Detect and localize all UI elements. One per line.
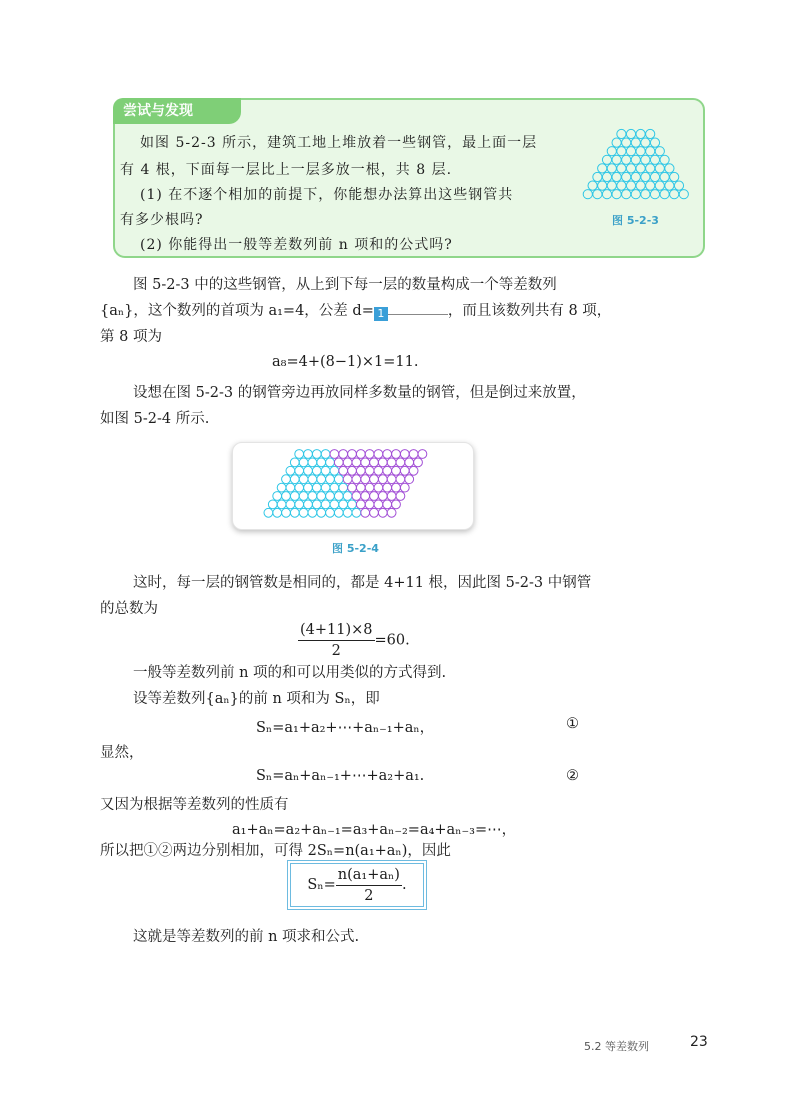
pipe-circle-inverted (352, 458, 361, 467)
pipe-circle (295, 500, 304, 509)
pipe-circle (583, 190, 592, 199)
pipe-circle-inverted (374, 500, 383, 509)
pipe-circle (273, 508, 282, 517)
pipe-circle-inverted (409, 450, 418, 459)
formula-2-tag: ② (566, 768, 579, 784)
pipe-circle (330, 483, 339, 492)
pipe-circle (631, 138, 640, 147)
footer-section: 5.2 等差数列 (584, 1040, 649, 1053)
pipe-circle (631, 155, 640, 164)
formula-total-numerator: (4+11)×8 (298, 620, 375, 641)
pipe-circle-inverted (378, 475, 387, 484)
sum-formula-fraction (336, 865, 402, 906)
pipe-circle (312, 500, 321, 509)
pipe-circle (334, 508, 343, 517)
pipe-circle (626, 129, 635, 138)
pipe-circle (602, 190, 611, 199)
pipe-circle (343, 508, 352, 517)
pipe-circle (598, 181, 607, 190)
pipe-circle (617, 181, 626, 190)
pipe-circle (299, 492, 308, 501)
try-question-2: (2) 你能得出一般等差数列前 n 项和的公式吗? (140, 237, 453, 253)
pipe-circle (273, 492, 282, 501)
answer-marker: 1 (374, 307, 388, 321)
pipe-circle (326, 492, 335, 501)
pipe-circle-inverted (378, 492, 387, 501)
pipe-circle (321, 483, 330, 492)
pipe-circle (286, 466, 295, 475)
sum-formula-end: . (401, 877, 407, 893)
try-discover-title: 尝试与发现 (113, 98, 241, 124)
pipe-circle (674, 181, 683, 190)
pipe-circle (607, 181, 616, 190)
pipe-circle (312, 450, 321, 459)
pipe-circle (646, 147, 655, 156)
pipe-circle (617, 147, 626, 156)
pipe-circle (593, 190, 602, 199)
pipe-circle (286, 483, 295, 492)
pipe-circle-inverted (414, 458, 423, 467)
pipe-circle-inverted (330, 450, 339, 459)
pipe-circle (636, 164, 645, 173)
pipe-circle (612, 138, 621, 147)
pipe-circle-inverted (387, 458, 396, 467)
figure-5-2-4-pipes (258, 448, 458, 522)
pipe-circle-inverted (365, 466, 374, 475)
pipe-circle (282, 475, 291, 484)
sum-formula-denominator: 2 (364, 887, 374, 904)
pipe-circle (626, 181, 635, 190)
pipe-circle (646, 129, 655, 138)
pipe-circle (650, 138, 659, 147)
para2-line2: 如图 5-2-4 所示. (100, 411, 210, 427)
pipe-circle (312, 466, 321, 475)
pipe-circle-inverted (405, 458, 414, 467)
pipe-circle (352, 508, 361, 517)
pipe-circle (277, 500, 286, 509)
pipe-circle (295, 450, 304, 459)
pipe-circle (304, 500, 313, 509)
pipe-circle-inverted (396, 475, 405, 484)
figure-5-2-3-pipes (578, 128, 694, 208)
pipe-circle (641, 138, 650, 147)
pipe-circle (295, 466, 304, 475)
pipe-circle (631, 190, 640, 199)
pipe-circle-inverted (383, 466, 392, 475)
para4-line2: 设等差数列{aₙ}的前 n 项和为 Sₙ，即 (133, 691, 380, 707)
pipe-circle (308, 492, 317, 501)
pipe-circle-inverted (356, 500, 365, 509)
pipe-circle (612, 155, 621, 164)
pipe-circle (299, 475, 308, 484)
pipe-circle-inverted (356, 483, 365, 492)
pipe-circle-inverted (361, 492, 370, 501)
pipe-circle (660, 172, 669, 181)
pipe-circle (646, 181, 655, 190)
pipe-circle (277, 483, 286, 492)
pipe-circle-inverted (396, 458, 405, 467)
pipe-circle-inverted (334, 458, 343, 467)
pipe-circle (660, 190, 669, 199)
pipe-circle-inverted (348, 450, 357, 459)
pipe-circle-inverted (378, 508, 387, 517)
pipe-circle (321, 466, 330, 475)
pipe-circle (655, 181, 664, 190)
pipe-circle (290, 458, 299, 467)
pipe-circle (636, 181, 645, 190)
formula-total (298, 620, 410, 661)
pipe-circle (607, 147, 616, 156)
pipe-circle (317, 458, 326, 467)
pipe-circle (334, 492, 343, 501)
pipe-circle-inverted (361, 508, 370, 517)
pipe-circle-inverted (383, 500, 392, 509)
pipe-circle-inverted (339, 450, 348, 459)
pipe-circle (326, 475, 335, 484)
pipe-circle-inverted (387, 475, 396, 484)
try-line-1: 如图 5-2-3 所示，建筑工地上堆放着一些钢管，最上面一层 (140, 135, 538, 151)
pipe-circle (641, 172, 650, 181)
pipe-circle-inverted (343, 475, 352, 484)
para1-line2-pre: {aₙ}，这个数列的首项为 a₁=4，公差 d= (100, 303, 374, 319)
page-number: 23 (690, 1034, 708, 1050)
pipe-circle-inverted (392, 466, 401, 475)
pipe-circle (612, 172, 621, 181)
pipe-circle (304, 466, 313, 475)
figure-5-2-3-caption: 图 5-2-3 (612, 214, 659, 227)
pipe-circle-inverted (409, 466, 418, 475)
pipe-circle (593, 172, 602, 181)
para2-line1: 设想在图 5-2-3 的钢管旁边再放同样多数量的钢管，但是倒过来放置， (133, 385, 586, 401)
pipe-circle-inverted (348, 483, 357, 492)
pipe-circle-inverted (370, 458, 379, 467)
pipe-circle (330, 500, 339, 509)
pipe-circle (588, 181, 597, 190)
pipe-circle (282, 492, 291, 501)
pipe-circle (641, 155, 650, 164)
pipe-circle (636, 129, 645, 138)
pipe-circle (679, 190, 688, 199)
obviously-text: 显然， (100, 745, 144, 761)
pipe-circle (607, 164, 616, 173)
pipe-circle (295, 483, 304, 492)
pipe-circle (321, 500, 330, 509)
pipe-circle (326, 458, 335, 467)
pipe-circle-inverted (348, 466, 357, 475)
pipe-circle (598, 164, 607, 173)
pipe-circle-inverted (370, 508, 379, 517)
conclusion-text: 这就是等差数列的前 n 项求和公式. (133, 929, 360, 945)
sum-formula-box (287, 860, 427, 910)
pipe-circle (602, 172, 611, 181)
pipe-circle-inverted (383, 483, 392, 492)
pipe-circle (626, 164, 635, 173)
pipe-circle-inverted (374, 483, 383, 492)
para4-line1: 一般等差数列前 n 项的和可以用类似的方式得到. (133, 665, 447, 681)
pipe-circle-inverted (392, 483, 401, 492)
pipe-circle (330, 466, 339, 475)
formula-property: a₁+aₙ=a₂+aₙ₋₁=a₃+aₙ₋₂=a₄+aₙ₋₃=⋯， (232, 822, 517, 838)
pipe-circle (290, 508, 299, 517)
pipe-circle (326, 508, 335, 517)
pipe-circle (670, 190, 679, 199)
pipe-circle (308, 458, 317, 467)
pipe-circle (650, 155, 659, 164)
para3-line1: 这时，每一层的钢管数是相同的，都是 4+11 根，因此图 5-2-3 中钢管 (133, 575, 592, 591)
property-intro: 又因为根据等差数列的性质有 (100, 797, 289, 813)
formula-total-result: =60. (374, 632, 410, 649)
pipe-circle (304, 483, 313, 492)
pipe-circle-inverted (356, 450, 365, 459)
pipe-circle (626, 147, 635, 156)
pipe-circle (339, 500, 348, 509)
pipe-circle-inverted (374, 450, 383, 459)
pipe-circle-inverted (396, 492, 405, 501)
pipe-circle-inverted (405, 475, 414, 484)
formula-a8: a₈=4+(8−1)×1=11. (272, 354, 419, 370)
pipe-circle-inverted (418, 450, 427, 459)
pipe-circle (617, 129, 626, 138)
pipe-circle (655, 147, 664, 156)
para1-line2 (100, 298, 611, 325)
pipe-circle (282, 508, 291, 517)
pipe-circle (264, 508, 273, 517)
pipe-circle-inverted (352, 475, 361, 484)
pipe-circle (308, 508, 317, 517)
sum-formula (290, 863, 424, 907)
pipe-circle (339, 483, 348, 492)
answer-blank[interactable] (388, 302, 448, 315)
pipe-circle (660, 155, 669, 164)
pipe-circle (317, 508, 326, 517)
pipe-circle (636, 147, 645, 156)
para1-line1: 图 5-2-3 中的这些钢管，从上到下每一层的数量构成一个等差数列 (133, 277, 557, 293)
formula-1: Sₙ=a₁+a₂+⋯+aₙ₋₁+aₙ， (256, 720, 435, 736)
pipe-circle (650, 172, 659, 181)
pipe-circle (646, 164, 655, 173)
pipe-circle-inverted (392, 450, 401, 459)
pipe-circle (631, 172, 640, 181)
sum-formula-numerator: n(a₁+aₙ) (336, 865, 402, 886)
pipe-circle (665, 181, 674, 190)
para1-line3: 第 8 项为 (100, 329, 162, 345)
pipe-circle (290, 492, 299, 501)
pipe-circle-inverted (356, 466, 365, 475)
pipe-circle-inverted (400, 483, 409, 492)
pipe-circle (650, 190, 659, 199)
pipe-circle-inverted (343, 458, 352, 467)
formula-total-denominator: 2 (331, 643, 341, 659)
pipe-circle-inverted (339, 466, 348, 475)
para1-line2-post: ，而且该数列共有 8 项， (447, 303, 612, 319)
pipe-circle-inverted (387, 508, 396, 517)
formula-total-fraction (298, 620, 375, 661)
pipe-circle-inverted (365, 483, 374, 492)
pipe-circle (665, 164, 674, 173)
try-question-1-cont: 有多少根吗? (120, 212, 204, 228)
pipe-circle (348, 500, 357, 509)
add-line: 所以把①②两边分别相加，可得 2Sₙ=n(a₁+aₙ)，因此 (100, 843, 451, 859)
sum-formula-lhs: Sₙ= (307, 877, 336, 893)
pipe-circle-inverted (370, 475, 379, 484)
pipe-circle (622, 138, 631, 147)
pipe-circle-inverted (361, 458, 370, 467)
figure-5-2-4-caption: 图 5-2-4 (332, 542, 379, 555)
try-question-1: (1) 在不逐个相加的前提下，你能想办法算出这些钢管共 (140, 187, 514, 203)
pipe-circle (343, 492, 352, 501)
pipe-circle (334, 475, 343, 484)
para3-line2: 的总数为 (100, 601, 158, 617)
pipe-circle-inverted (361, 475, 370, 484)
pipe-circle (670, 172, 679, 181)
formula-1-tag: ① (566, 716, 579, 732)
formula-2: Sₙ=aₙ+aₙ₋₁+⋯+a₂+a₁. (256, 768, 425, 784)
pipe-circle (290, 475, 299, 484)
pipe-circle (317, 492, 326, 501)
pipe-circle (655, 164, 664, 173)
pipe-circle-inverted (352, 492, 361, 501)
pipe-circle-inverted (378, 458, 387, 467)
pipe-circle (622, 155, 631, 164)
pipe-circle-inverted (365, 450, 374, 459)
pipe-circle-inverted (370, 492, 379, 501)
pipe-circle (602, 155, 611, 164)
pipe-circle (299, 458, 308, 467)
try-line-2: 有 4 根，下面每一层比上一层多放一根，共 8 层. (120, 162, 453, 178)
pipe-circle-inverted (365, 500, 374, 509)
pipe-circle-inverted (400, 450, 409, 459)
pipe-circle-inverted (400, 466, 409, 475)
pipe-circle (268, 500, 277, 509)
pipe-circle-inverted (383, 450, 392, 459)
pipe-circle (612, 190, 621, 199)
pipe-circle-inverted (374, 466, 383, 475)
pipe-circle-inverted (392, 500, 401, 509)
pipe-circle (317, 475, 326, 484)
pipe-circle (304, 450, 313, 459)
pipe-circle (641, 190, 650, 199)
pipe-circle (321, 450, 330, 459)
pipe-circle (617, 164, 626, 173)
pipe-circle (299, 508, 308, 517)
pipe-circle (312, 483, 321, 492)
pipe-circle (622, 172, 631, 181)
pipe-circle (286, 500, 295, 509)
pipe-circle (622, 190, 631, 199)
pipe-circle-inverted (387, 492, 396, 501)
pipe-circle (308, 475, 317, 484)
